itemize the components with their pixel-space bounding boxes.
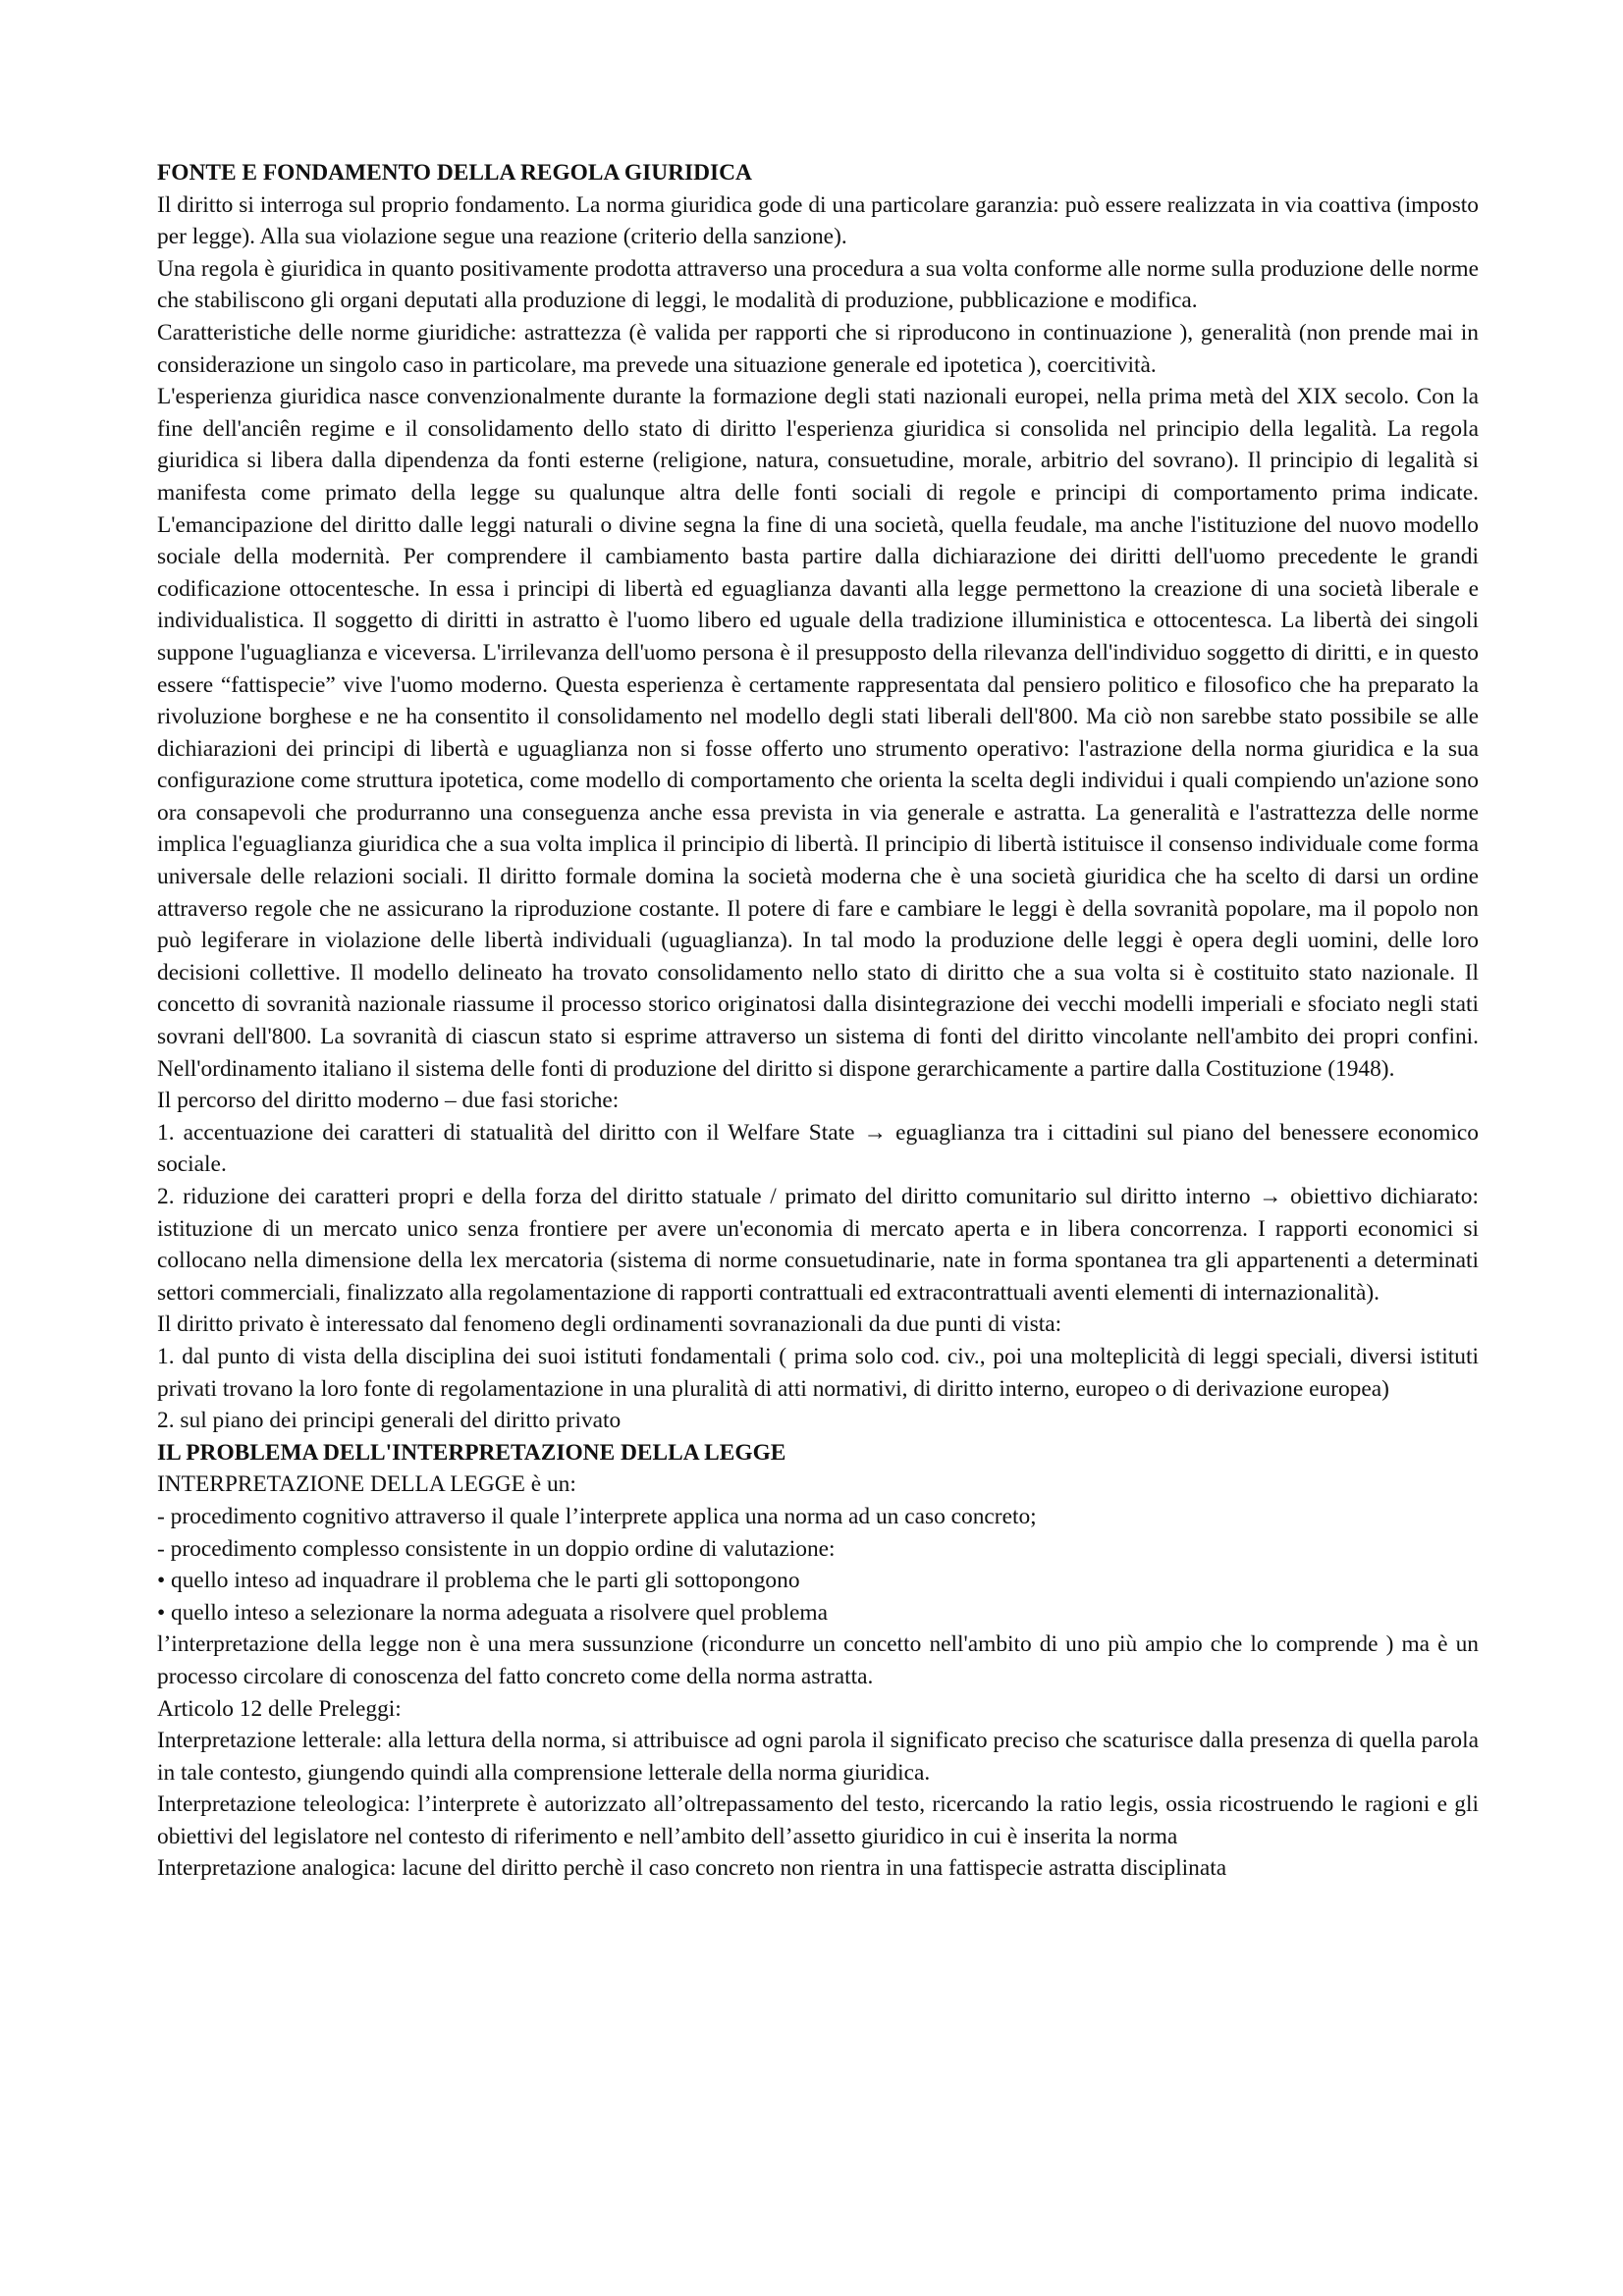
paragraph: Caratteristiche delle norme giuridiche: astrattezza (è valida per rapporti che si riproducono in continuazione ), generalità (non prende mai in considerazione un singolo caso in particolare, ma prevede una situazione generale ed ipotetica ), coercitività. [157,319,1479,378]
paragraph: Interpretazione analogica: lacune del diritto perchè il caso concreto non rientra in una fattispecie astratta disciplinata [157,1855,1227,1882]
list-item: 2. sul piano dei principi generali del diritto privato [157,1408,622,1434]
list-item: 2. riduzione dei caratteri propri e della forza del diritto statuale / primato del diritto comunitario sul diritto interno → obiettivo dichiarato: istituzione di un mercato unico senza frontiere per avere un'economia di mercato aperta e in libera concorrenza. I rapporti economici si collocano nella dimensione della lex mercatoria (sistema di norme consuetudinarie, nate in forma spontanea tra gli appartenenti a determinati settori commerciali, finalizzato alla regolamentazione di rapporti contrattuali ed extracontrattuali aventi elementi di internazionalità). [157,1184,1479,1306]
section-heading-fonte: FONTE E FONDAMENTO DELLA REGOLA GIURIDICA [157,160,752,186]
list-item: - procedimento complesso consistente in un doppio ordine di valutazione: [157,1535,836,1562]
paragraph: L'esperienza giuridica nasce convenzionalmente durante la formazione degli stati nazionali europei, nella prima metà del XIX secolo. Con la fine dell'anciên regime e il consolidamento dello stato di diritto l'esperienza giuridica si consolida nel principio della legalità. La regola giuridica si libera dalla dipendenza da fonti esterne (religione, natura, consuetudine, morale, arbitrio del sovrano). Il principio di legalità si manifesta come primato della legge su qualunque altra delle fonti sociali di regole e principi di comportamento prima indicate. L'emancipazione del diritto dalle leggi naturali o divine segna la fine di una società, quella feudale, ma anche l'istituzione del nuovo modello sociale della modernità. Per comprendere il cambiamento basta partire dalla dichiarazione dei diritti dell'uomo precedente le grandi codificazione ottocentesche. In essa i principi di libertà ed eguaglianza davanti alla legge permettono la creazione di una società liberale e individualistica. Il soggetto di diritti in astratto è l'uomo libero ed uguale della tradizione illuministica e ottocentesca. La libertà dei singoli suppone l'uguaglianza e viceversa. L'irrilevanza dell'uomo persona è il presupposto della rilevanza dell'individuo soggetto di diritti, e in questo essere “fattispecie” vive l'uomo moderno. Questa esperienza è certamente rappresentata dal pensiero politico e filosofico che ha preparato la rivoluzione borghese e ne ha consentito il consolidamento nel modello degli stati liberali dell'800. Ma ciò non sarebbe stato possibile se alle dichiarazioni dei principi di libertà e uguaglianza non si fosse offerto uno strumento operativo: l'astrazione della norma giuridica e la sua configurazione come struttura ipotetica, come modello di comportamento che orienta la scelta degli individui i quali compiendo un'azione sono ora consapevoli che produrranno una conseguenza anche essa prevista in via generale e astratta. La generalità e l'astrattezza delle norme implica l'eguaglianza giuridica che a sua volta implica il principio di libertà. Il principio di libertà istituisce il consenso individuale come forma universale delle relazioni sociali. Il diritto formale domina la società moderna che è una società giuridica che ha scelto di darsi un ordine attraverso regole che ne assicurano la riproduzione costante. Il potere di fare e cambiare le leggi è della sovranità popolare, ma il popolo non può legiferare in violazione delle libertà individuali (uguaglianza). In tal modo la produzione delle leggi è opera degli uomini, delle loro decisioni collettive. Il modello delineato ha trovato consolidamento nello stato di diritto che a sua volta si è costituito stato nazionale. Il concetto di sovranità nazionale riassume il processo storico originatosi dalla disintegrazione dei vecchi modelli imperiali e sfociato negli stati sovrani dell'800. La sovranità di ciascun stato si esprime attraverso un sistema di fonti del diritto vincolante nell'ambito dei propri confini. Nell'ordinamento italiano il sistema delle fonti di produzione del diritto si dispone gerarchicamente a partire dalla Costituzione (1948). [157,384,1479,1082]
document-page [157,157,1479,1885]
paragraph: Il diritto si interroga sul proprio fondamento. La norma giuridica gode di una particolare garanzia: può essere realizzata in via coattiva (imposto per legge). Alla sua violazione segue una reazione (criterio della sanzione). [157,191,1479,250]
list-item: 1. dal punto di vista della disciplina dei suoi istituti fondamentali ( prima solo cod. civ., poi una molteplicità di leggi speciali, diversi istituti privati trovano la loro fonte di regolamentazione in una pluralità di atti normativi, di diritto interno, europeo o di derivazione europea) [157,1343,1479,1402]
list-item: - procedimento cognitivo attraverso il quale l’interprete applica una norma ad un caso concreto; [157,1503,1037,1529]
list-item: 1. accentuazione dei caratteri di statualità del diritto con il Welfare State → eguaglianza tra i cittadini sul piano del benessere economico sociale. [157,1119,1479,1178]
paragraph: INTERPRETAZIONE DELLA LEGGE è un: [157,1471,576,1498]
paragraph: Una regola è giuridica in quanto positivamente prodotta attraverso una procedura a sua volta conforme alle norme sulla produzione delle norme che stabiliscono gli organi deputati alla produzione di leggi, le modalità di produzione, pubblicazione e modifica. [157,255,1479,314]
bullet-item: • quello inteso a selezionare la norma adeguata a risolvere quel problema [157,1599,828,1626]
paragraph: Il percorso del diritto moderno – due fasi storiche: [157,1088,620,1114]
paragraph: Interpretazione teleologica: l’interprete è autorizzato all’oltrepassamento del testo, ricercando la ratio legis, ossia ricostruendo le ragioni e gli obiettivi del legislatore nel contesto di riferimento e nell’ambito dell’assetto giuridico in cui è inserita la norma [157,1791,1479,1849]
bullet-item: • quello inteso ad inquadrare il problema che le parti gli sottopongono [157,1568,800,1594]
paragraph: Articolo 12 delle Preleggi: [157,1695,402,1722]
paragraph: Interpretazione letterale: alla lettura della norma, si attribuisce ad ogni parola il significato preciso che scaturisce dalla presenza di quella parola in tale contesto, giungendo quindi alla comprensione letterale della norma giuridica. [157,1728,1479,1786]
paragraph: l’interpretazione della legge non è una mera sussunzione (ricondurre un concetto nell'ambito di uno più ampio che lo comprende ) ma è un processo circolare di conoscenza del fatto concreto come della norma astratta. [157,1631,1479,1689]
section-heading-interpretazione: IL PROBLEMA DELL'INTERPRETAZIONE DELLA LEGGE [157,1439,786,1466]
paragraph: Il diritto privato è interessato dal fenomeno degli ordinamenti sovranazionali da due punti di vista: [157,1311,1062,1338]
